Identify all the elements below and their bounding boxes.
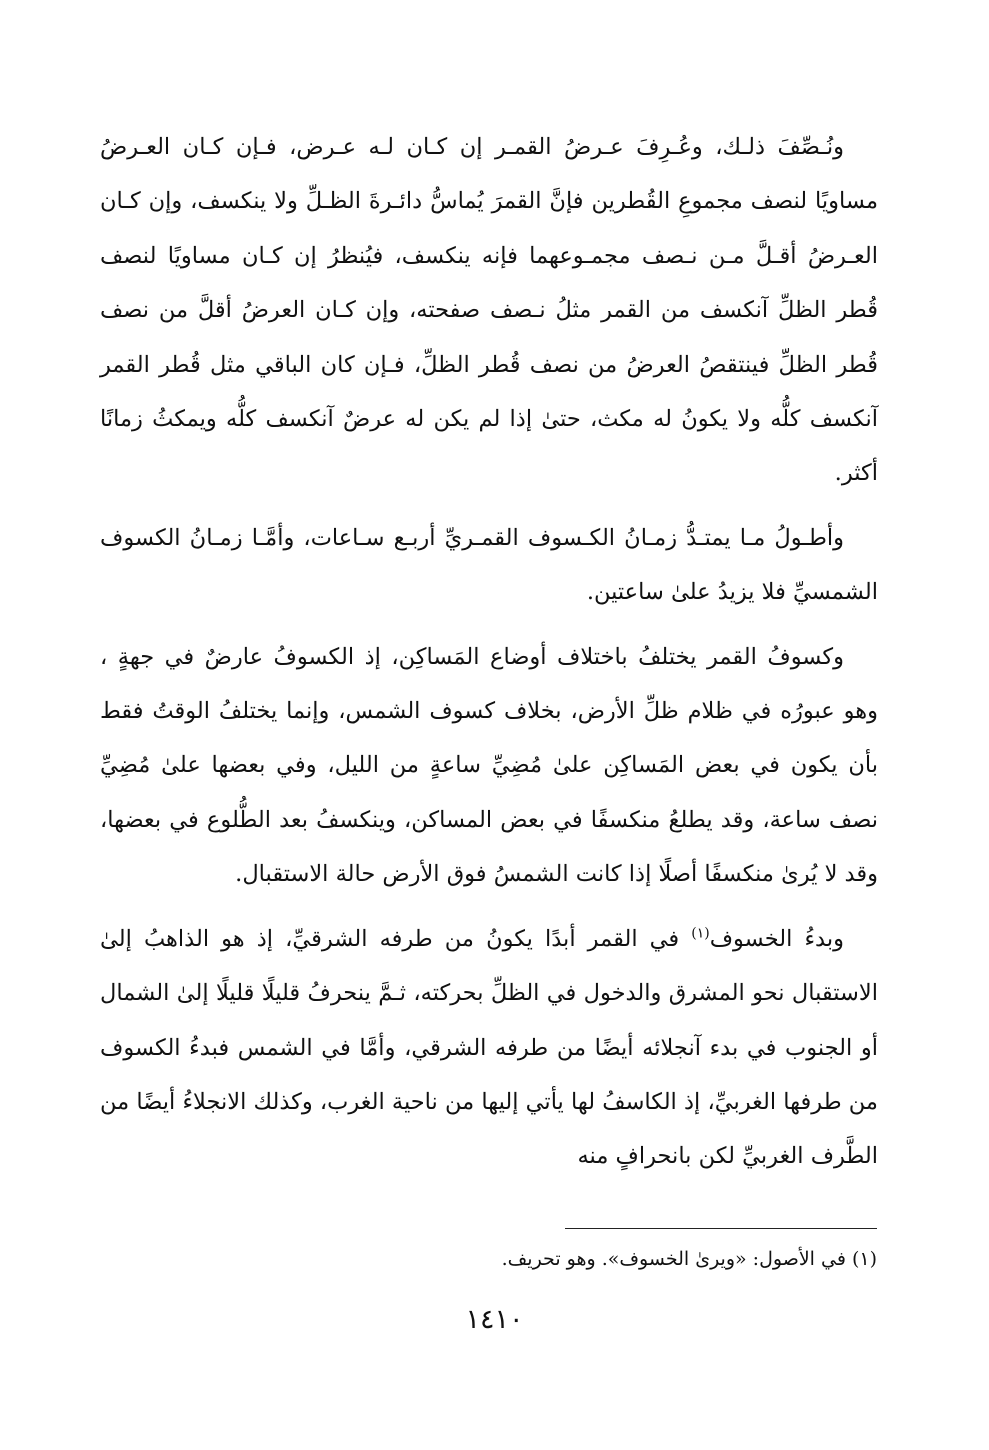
paragraph-4: [100, 912, 878, 1184]
footnote-marker[interactable]: (١): [691, 925, 710, 942]
paragraph-4-lead: وبدءُ الخسوف: [709, 925, 844, 952]
page-number: ١٤١٠: [465, 1304, 524, 1335]
footnote-divider: [565, 1228, 877, 1229]
footnote: (١) في الأصول: «ويرىٰ الخسوف». وهو تحريف.: [501, 1248, 877, 1270]
paragraph-1: ونُـصِّفَ ذلـك، وعُـرِفَ عـرضُ القمـر إن كـان لـه عـرض، فـإن كـان العـرضُ مساويًا لنصف مجموعِ القُطرين فإنَّ القمرَ يُماسُّ دائـرةَ الظـلِّ ولا ينكسف، وإن كـان العـرضُ أقـلَّ مـن نـصف مجمـوعهما فإنه ينكسف، فيُنظرُ إن كـان مساويًا لنصف قُطر الظلِّ آنكسف من القمر مثلُ نـصف صفحته، وإن كـان العرضُ أقلَّ من نصف قُطر الظلِّ فينتقصُ العرضُ من نصف قُطر الظلِّ، فـإن كان الباقي مثل قُطر القمر آنكسف كلُّه ولا يكونُ له مكث، حتىٰ إذا لم يكن له عرضٌ آنكسف كلُّه ويمكثُ زمانًا أكثر.: [100, 134, 878, 487]
paragraph-3: وكسوفُ القمر يختلفُ باختلاف أوضاع المَساكِن، إذ الكسوفُ عارضٌ في جهةٍ ، وهو عبورُه في ظلام ظلِّ الأرض، بخلاف كسوف الشمس، وإنما يختلفُ الوقتُ فقط بأن يكون في بعض المَساكِن علىٰ مُضِيِّ ساعةٍ من الليل، وفي بعضها علىٰ مُضِيِّ نصف ساعة، وقد يطلعُ منكسفًا في بعض المساكن، وينكسفُ بعد الطُّلوع في بعضها، وقد لا يُرىٰ منكسفًا أصلًا إذا كانت الشمسُ فوق الأرض حالة الاستقبال.: [100, 643, 878, 888]
paragraph-4-rest: في القمر أبدًا يكونُ من طرفه الشرقيِّ، إذ هو الذاهبُ إلىٰ الاستقبال نحو المشرق والدخول في الظلِّ بحركته، ثـمَّ ينحرفُ قليلًا قليلًا إلىٰ الشمال أو الجنوب في بدء آنجلائه أيضًا من طرفه الشرقي، وأمَّا في الشمس فبدءُ الكسوف من طرفها الغربيِّ، إذ الكاسفُ لها يأتي إليها من ناحية الغرب، وكذلك الانجلاءُ أيضًا من الطَّرف الغربيِّ لكن بانحرافٍ منه: [100, 925, 878, 1170]
paragraph-2: وأطـولُ مـا يمتـدُّ زمـانُ الكـسوف القمـريِّ أربـع سـاعات، وأمَّـا زمـانُ الكسوف الشمسيِّ فلا يزيدُ علىٰ ساعتين.: [100, 524, 878, 606]
main-text: [100, 120, 878, 1194]
